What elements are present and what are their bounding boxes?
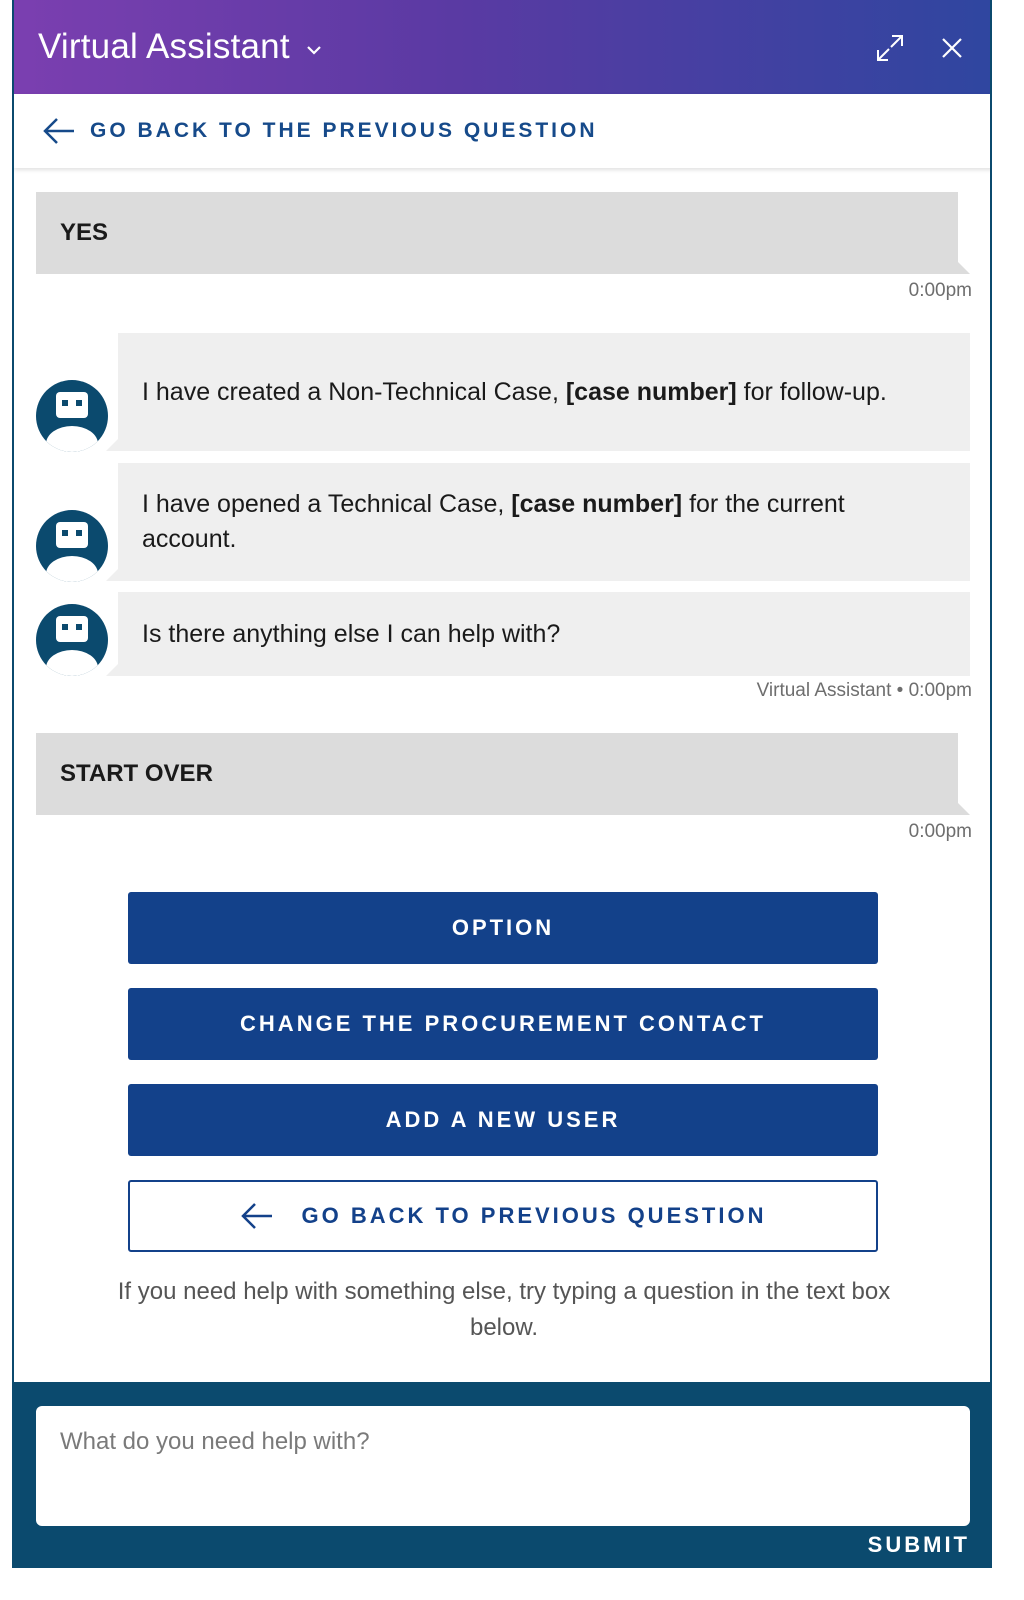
bot-message-text: Is there anything else I can help with? <box>142 619 561 648</box>
bot-message <box>36 592 970 676</box>
message-timestamp: 0:00pm <box>908 821 972 842</box>
submit-button[interactable]: SUBMIT <box>867 1532 970 1557</box>
message-text-part: I have created a Non-Technical Case, <box>142 377 566 406</box>
message-text-part: for the current account. <box>142 490 845 553</box>
case-number: [case number] <box>565 377 737 406</box>
option-button[interactable]: OPTION <box>128 892 878 964</box>
user-message-text: START OVER <box>60 760 213 787</box>
header-actions <box>870 28 972 68</box>
bot-avatar-icon <box>36 604 108 676</box>
chevron-down-icon[interactable] <box>304 40 324 60</box>
user-message-text: YES <box>60 219 109 246</box>
bot-message <box>36 333 970 451</box>
user-message <box>36 192 958 274</box>
change-procurement-contact-button[interactable]: CHANGE THE PROCUREMENT CONTACT <box>128 988 878 1060</box>
message-meta: Virtual Assistant • 0:00pm <box>756 680 972 701</box>
bot-message-bubble <box>118 592 970 676</box>
bot-message-text <box>142 375 887 410</box>
go-back-previous-question-button[interactable] <box>128 1180 878 1252</box>
close-icon[interactable] <box>932 28 972 68</box>
go-back-bar[interactable] <box>14 94 992 168</box>
bot-message-text <box>142 487 946 557</box>
bot-message <box>36 463 970 581</box>
help-text: If you need help with something else, try typing a question in the text box below. <box>117 1278 891 1341</box>
bot-message-bubble <box>118 463 970 581</box>
chat-transcript[interactable] <box>14 168 992 1354</box>
bot-avatar-icon <box>36 380 108 452</box>
chat-header <box>14 0 992 94</box>
header-title: Virtual Assistant <box>38 27 290 66</box>
composer <box>14 1382 992 1568</box>
user-message <box>36 733 958 815</box>
arrow-left-icon <box>42 116 76 146</box>
go-back-button-label: GO BACK TO PREVIOUS QUESTION <box>301 1203 767 1228</box>
virtual-assistant-widget <box>12 0 992 1568</box>
arrow-left-icon <box>240 1201 274 1231</box>
message-text-part: I have opened a Technical Case, <box>142 490 512 518</box>
add-new-user-button[interactable]: ADD A NEW USER <box>128 1084 878 1156</box>
message-input[interactable] <box>36 1406 970 1526</box>
bot-avatar-icon <box>36 510 108 582</box>
expand-icon[interactable] <box>870 28 910 68</box>
message-timestamp: 0:00pm <box>908 280 972 301</box>
message-text-part: for follow-up. <box>736 377 887 406</box>
go-back-label: GO BACK TO THE PREVIOUS QUESTION <box>90 119 598 142</box>
bot-message-bubble <box>118 333 970 451</box>
case-number: [case number] <box>511 490 683 518</box>
